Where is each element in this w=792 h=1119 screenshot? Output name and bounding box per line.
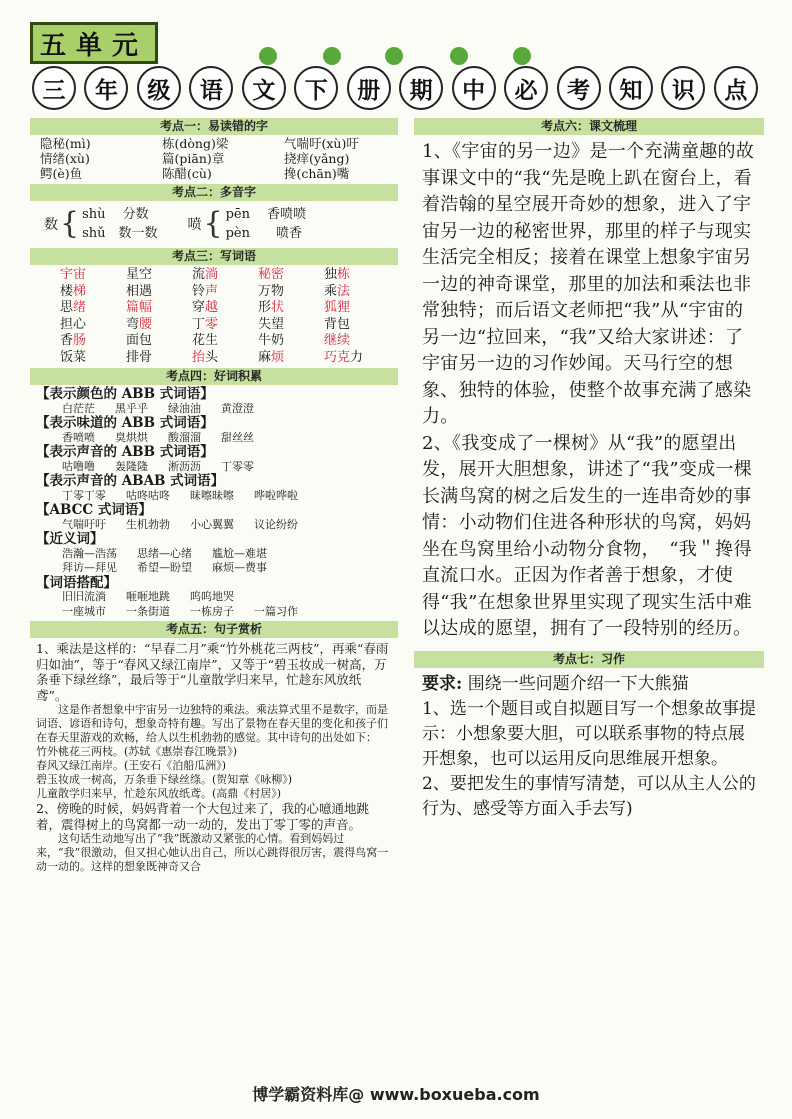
word-item: 黑乎乎 <box>115 401 148 415</box>
vocab-word: 担心 <box>60 316 87 332</box>
vocab-word: 巧克力 <box>324 349 364 365</box>
paragraph: 1、选一个题目或自拟题目写一个想象故事提示：小想象要大胆，可以联系事物的特点展开想象，也可以运用反向思维展开想象。 <box>422 698 756 769</box>
vocab-word: 思绪 <box>60 300 87 315</box>
word-item: 甜丝丝 <box>221 430 254 444</box>
right-column <box>414 118 764 822</box>
word-item: 麻烦—费事 <box>212 561 267 574</box>
unit-badge: 五单元 <box>30 22 158 64</box>
title-char: 考 <box>557 66 601 110</box>
sentence-analysis <box>30 638 398 877</box>
text-review <box>414 135 764 643</box>
vocab-word: 香肠 <box>60 333 87 348</box>
vocab-word: 独栋 <box>324 267 351 282</box>
decor-dot <box>450 47 468 65</box>
title-char: 知 <box>609 66 653 110</box>
vocab-word: 狐狸 <box>324 300 351 315</box>
word-item: 丁零零 <box>221 459 254 473</box>
vocab-word: 万物 <box>258 283 285 299</box>
category-heading: 【表示颜色的 ABB 式词语】 <box>36 386 214 402</box>
word-item: 旧旧流淌 <box>62 590 106 603</box>
vocab-word: 乘法 <box>324 283 351 299</box>
left-column <box>30 118 398 877</box>
title-char: 下 <box>294 66 338 110</box>
paragraph: 这是作者想象中宇宙另一边独特的乘法。乘法算式里不是数字，而是词语、谚语和诗句，想象奇特有趣。写出了景物在春天里的变化和孩子们在春天里游戏的欢畅，给人以生机勃勃的感觉。其中诗句的出处如下： <box>36 703 388 744</box>
vocab-word: 形状 <box>258 300 285 315</box>
word-item: 浩瀚—浩荡 <box>62 546 117 560</box>
title-char: 识 <box>661 66 705 110</box>
word-line <box>36 431 392 446</box>
word-item: 黄澄澄 <box>221 401 254 415</box>
vocab-word: 背包 <box>324 316 351 332</box>
word-item: 丁零丁零 <box>62 488 106 502</box>
word-line <box>36 561 392 576</box>
vocab-word: 弯腰 <box>126 316 153 332</box>
vocab-word: 星空 <box>126 267 153 282</box>
page-title <box>32 66 758 116</box>
word-item: 香喷喷 <box>62 430 95 444</box>
brace-icon: { <box>60 206 80 241</box>
word-item: 思绪—心绪 <box>137 546 192 560</box>
vocab-word: 秘密 <box>258 267 285 282</box>
word-line <box>36 547 392 562</box>
easy-misread-words <box>30 135 398 184</box>
requirement <box>422 672 760 697</box>
word-item: 一座城市 <box>62 604 106 618</box>
word-item: 气喘吁(xù)吁 <box>284 136 359 151</box>
paragraph: 竹外桃花三两枝。(苏轼《惠崇春江晚景》) <box>36 745 238 758</box>
reading: pèn 喷香 <box>225 226 302 241</box>
title-char: 必 <box>504 66 548 110</box>
brace-icon: { <box>203 206 223 241</box>
section-heading: 考点三：写词语 <box>30 248 398 265</box>
word-item: 情绪(xù) <box>40 151 90 166</box>
vocab-word: 继续 <box>324 333 351 348</box>
poly-char: 数 <box>44 217 58 233</box>
word-item: 尴尬—难堪 <box>212 546 267 560</box>
write-words-grid <box>30 265 398 368</box>
vocab-word: 饭菜 <box>60 349 87 365</box>
category-heading: 【ABCC 式词语】 <box>36 502 152 518</box>
paragraph: 1、《宇宙的另一边》是一个充满童趣的故事课文中的“我“先是晚上趴在窗台上，看着浩翰的星空展开奇妙的想象，进入了宇宙另一边的秘密世界，那里的样子与现实生活完全相反；接着在课堂上想象宇宙另一边的神奇课堂，那里的加法和乘法也非常独特；而后语文老师把“我”从“宇宙的另一边“拉回来，“我”又给大家讲述：了宇宙另一边的习作妙闻。天马行空的想象、独特的体验，使整个故事充满了感染力。 <box>422 141 755 427</box>
decor-dot <box>323 47 341 65</box>
reading: pēn 香喷喷 <box>225 207 307 222</box>
section-heading: 考点六：课文梳理 <box>414 118 764 135</box>
vocab-word: 面包 <box>126 333 153 348</box>
poly-readings <box>82 205 157 243</box>
poly-readings <box>226 205 307 243</box>
word-line <box>36 460 392 475</box>
word-item: 咕噜噜 <box>62 459 95 473</box>
word-item: 希望—盼望 <box>137 561 192 574</box>
vocab-word: 篇幅 <box>126 300 153 315</box>
word-item: 篇(piān)章 <box>162 151 225 166</box>
paragraph: 2、傍晚的时候，妈妈背着一个大包过来了，我的心噫通地跳着，震得树上的鸟窝都一动一动的，发出丁零丁零的声音。 <box>36 801 369 832</box>
category-heading: 【表示声音的 ABB 式词语】 <box>36 444 214 460</box>
section-heading: 考点七：习作 <box>414 651 764 668</box>
reading: shǔ 数一数 <box>82 226 158 241</box>
category-heading: 【表示味道的 ABB 式词语】 <box>36 415 214 431</box>
word-item: 搀(chān)嘴 <box>284 166 350 181</box>
title-char: 期 <box>399 66 443 110</box>
title-char: 中 <box>452 66 496 110</box>
title-char: 三 <box>32 66 76 110</box>
word-item: 酸溜溜 <box>168 430 201 444</box>
word-item: 隐秘(mì) <box>40 136 91 151</box>
word-item: 白茫茫 <box>62 401 95 415</box>
category-heading: 【近义词】 <box>36 531 104 547</box>
word-line <box>36 489 392 504</box>
section-heading: 考点四：好词积累 <box>30 368 398 385</box>
word-item: 一条街道 <box>126 604 170 618</box>
word-line <box>36 590 392 605</box>
decor-dot <box>513 47 531 65</box>
paragraph: 2、《我变成了一棵树》从“我”的愿望出发，展开大胆想象，讲述了“我”变成一棵长满鸟窝的树之后发生的一连串奇妙的事情：小动物们住进各种形状的鸟窝，妈妈坐在鸟窝里给小动物分食物， “我＂搀得直流口水。正因为作者善于想象，才使得“我”在想象世界里实现了现实生活中难以达成的愿望，拥有了一段特别的经历。 <box>422 432 753 639</box>
poly-char: 喷 <box>187 217 202 233</box>
footer-watermark: 博学霸资料库@ www.boxueba.com <box>252 1085 540 1104</box>
word-item: 生机勃勃 <box>126 517 170 531</box>
paragraph: 1、乘法是这样的：“早春二月”乘“竹外桃花三两枝”，再乘“春雨归如油”，等于“春风又绿江南岸”，又等于“碧玉妆成一树高，万条垂下绿丝绦”，最后等于“儿童散学归来早，忙趁东风放纸鸢”。 <box>36 641 389 703</box>
vocab-word: 排骨 <box>126 349 153 365</box>
word-item: 哗啦哗啦 <box>254 488 298 502</box>
word-item: 淅沥沥 <box>168 459 201 473</box>
title-char: 级 <box>137 66 181 110</box>
vocab-word: 楼梯 <box>60 283 87 299</box>
paragraph: 碧玉妆成一树高，万条垂下绿丝绦。(贺知章《咏柳》) <box>36 773 293 786</box>
title-char: 年 <box>84 66 128 110</box>
title-char: 册 <box>347 66 391 110</box>
category-heading: 【词语搭配】 <box>36 574 117 591</box>
writing-task <box>414 668 764 822</box>
category-heading: 【表示声音的 ABAB 式词语】 <box>36 473 225 489</box>
vocab-word: 花生 <box>192 333 219 348</box>
vocab-word: 抬头 <box>192 349 219 365</box>
title-char: 语 <box>189 66 233 110</box>
word-item: 鳄(è)鱼 <box>40 166 83 181</box>
paragraph: 2、要把发生的事情写清楚，可以从主人公的行为、感受等方面入手去写) <box>422 773 756 819</box>
word-item: 昧嚓昧嚓 <box>190 488 234 502</box>
word-item: 咕咚咕咚 <box>126 488 170 502</box>
reading: shù 分数 <box>82 207 149 222</box>
word-line <box>36 518 392 533</box>
word-item: 挠痒(yǎng) <box>284 151 350 166</box>
vocab-word: 丁零 <box>192 316 219 332</box>
word-line <box>36 605 392 620</box>
decor-dots <box>0 47 792 67</box>
word-item: 绿油油 <box>168 401 201 415</box>
vocab-word: 牛奶 <box>258 333 285 348</box>
vocab-word: 宇宙 <box>60 267 87 282</box>
title-char: 文 <box>242 66 286 110</box>
title-char: 点 <box>714 66 758 110</box>
requirement-label: 要求: <box>422 673 463 694</box>
vocab-word: 流淌 <box>192 267 219 282</box>
vocab-word: 失望 <box>258 316 285 332</box>
polyphonic-chars <box>30 201 398 248</box>
word-item: 议论纷纷 <box>254 517 298 531</box>
vocab-word: 穿越 <box>192 300 219 315</box>
vocab-word: 麻烦 <box>258 349 285 365</box>
decor-dot <box>385 47 403 65</box>
word-item: 一栋房子 <box>190 604 234 618</box>
paragraph: 儿童散学归来早，忙趁东风放纸鸢。(高鼎《村居》) <box>36 787 282 800</box>
paragraph: 这句话生动地写出了“我”既激动又紧张的心情。看到妈妈过来，“我”很激动，但又担心她认出自己，所以心跳得很厉害，震得鸟窝一动一动的。这样的想象既神奇又合 <box>36 832 389 873</box>
word-item: 咂咂地跳 <box>126 590 170 603</box>
word-item: 小心翼翼 <box>190 517 234 531</box>
paragraph: 春风又绿江南岸。(王安石《泊船瓜洲》) <box>36 759 227 772</box>
word-item: 一篇习作 <box>254 604 298 618</box>
word-item: 栋(dòng)梁 <box>162 136 229 151</box>
word-item: 陈醋(cù) <box>162 166 212 181</box>
vocab-word: 相遇 <box>126 283 153 299</box>
vocab-word: 铃声 <box>192 283 219 299</box>
word-item: 轰隆隆 <box>115 459 148 473</box>
section-heading: 考点一：易读错的字 <box>30 118 398 135</box>
decor-dot <box>259 47 277 65</box>
section-heading: 考点五：句子赏析 <box>30 621 398 638</box>
word-line <box>36 402 392 417</box>
good-words <box>30 385 398 621</box>
word-item: 气喘吁吁 <box>62 517 106 531</box>
requirement-text: 围绕一些问题介绍一下大熊猫 <box>467 673 689 694</box>
word-item: 臭烘烘 <box>115 430 148 444</box>
word-item: 呜呜地哭 <box>190 590 234 603</box>
section-heading: 考点二：多音字 <box>30 184 398 201</box>
word-item: 拜访—拜见 <box>62 561 117 574</box>
